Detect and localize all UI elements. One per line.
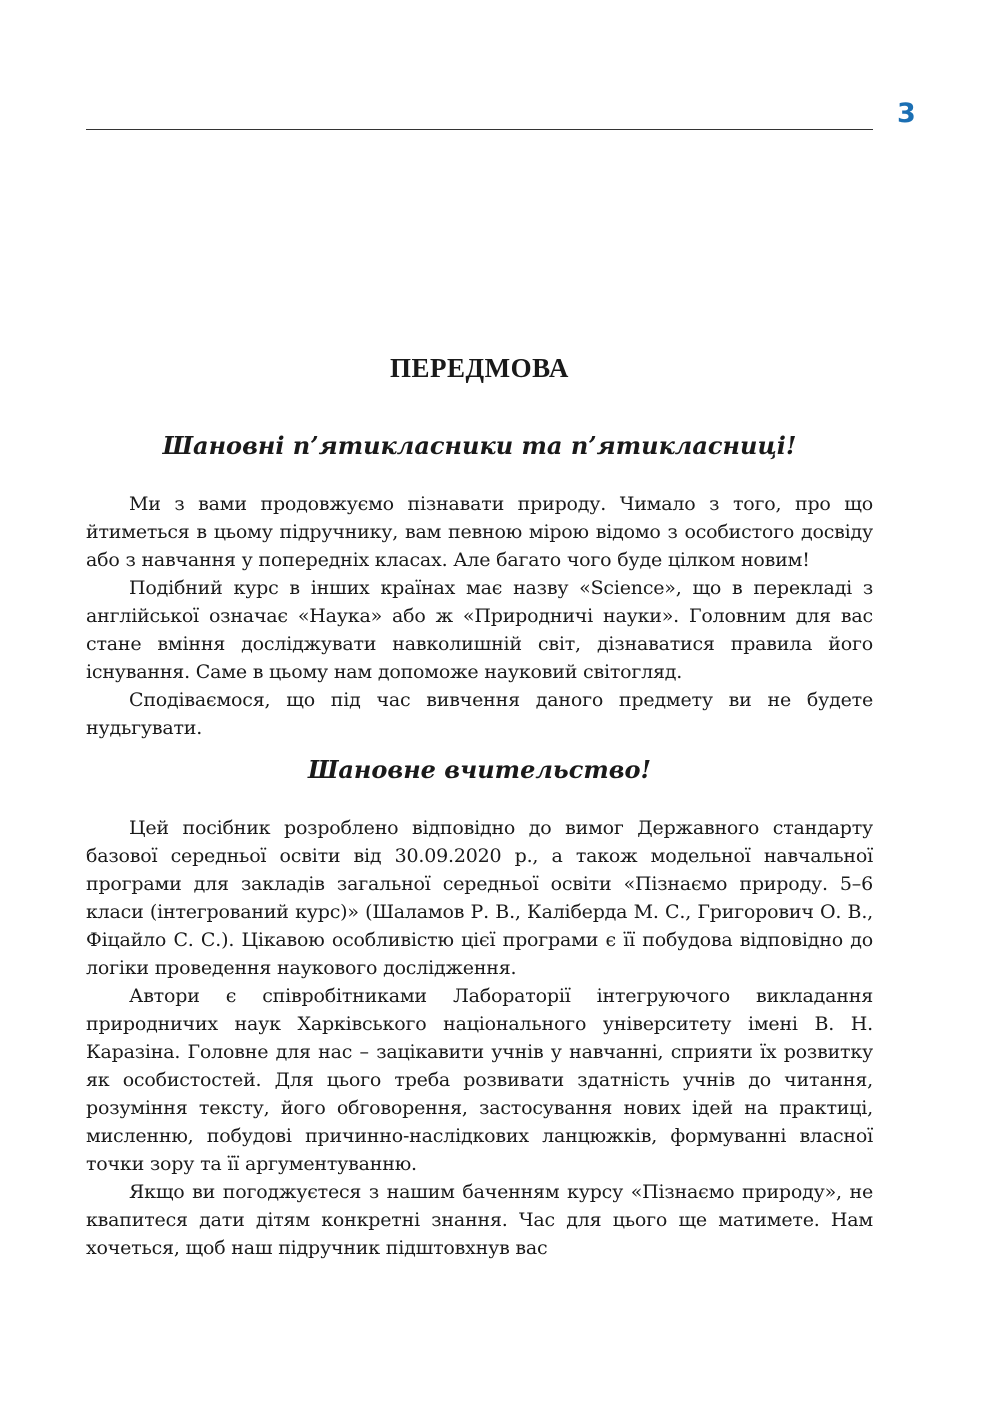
paragraph: Сподіваємося, що під час вивчення даного предмету ви не будете нудьгувати. [86, 689, 873, 739]
paragraph: Автори є співробітниками Лабораторії інтегруючого викладання природничих наук Харківського національного університету імені В. Н. Каразіна. Головне для нас – зацікавити учнів у навчанні, сприяти їх розвитку як особистостей. Для цього треба розвивати здатність учнів до читання, розуміння тексту, його обговорення, застосування нових ідей на практиці, мисленню, побудові причинно-наслідкових ланцюжків, формуванні власної точки зору та її аргументуванню. [86, 985, 873, 1175]
section-heading-teachers: Шановне вчительство! [307, 755, 652, 784]
page-number: 3 [897, 98, 916, 129]
section-heading-students: Шановні п’ятикласники та п’ятикласниці! [162, 431, 797, 460]
header-rule [86, 129, 873, 130]
page-title: ПЕРЕДМОВА [390, 353, 569, 383]
paragraph: Подібний курс в інших країнах має назву «Science», що в перекладі з англійської означає «Наука» або ж «Природничі науки». Головним для вас стане вміння досліджувати навколишній світ, дізнаватися правила його існування. Саме в цьому нам допоможе науковий світогляд. [86, 577, 873, 683]
section-body-students [86, 490, 873, 742]
paragraph: Ми з вами продовжуємо пізнавати природу. Чимало з того, про що йтиметься в цьому підручнику, вам певною мірою відомо з особистого досвіду або з навчання у попередніх класах. Але багато чого буде цілком новим! [86, 493, 873, 571]
page-content [86, 348, 873, 1262]
paragraph: Якщо ви погоджуєтеся з нашим баченням курсу «Пізнаємо природу», не квапитеся дати дітям конкретні знання. Час для цього ще матимете. Нам хочеться, щоб наш підручник підштовхнув вас [86, 1181, 873, 1259]
paragraph: Цей посібник розроблено відповідно до вимог Державного стандарту базової середньої освіти від 30.09.2020 р., а також модельної навчальної програми для закладів загальної середньої освіти «Пізнаємо природу. 5–6 класи (інтегрований курс)» (Шаламов Р. В., Каліберда М. С., Григорович О. В., Фіцайло С. С.). Цікавою особливістю цієї програми є її побудова відповідно до логіки проведення наукового дослідження. [86, 817, 873, 979]
section-body-teachers [86, 814, 873, 1262]
